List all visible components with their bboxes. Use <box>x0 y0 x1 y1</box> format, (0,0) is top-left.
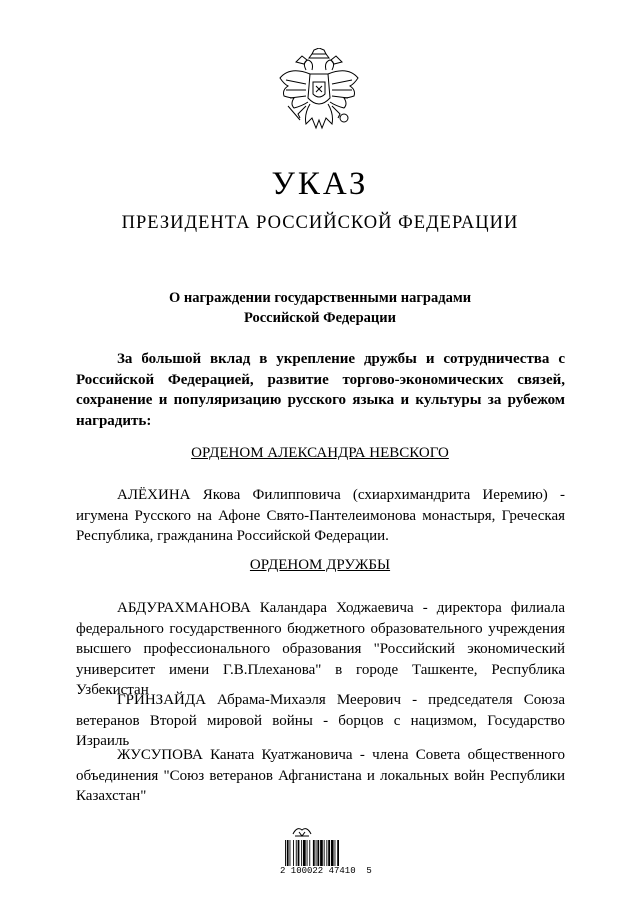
emblem-icon <box>291 824 313 838</box>
recipient-paragraph: ЖУСУПОВА Каната Куатжановича - члена Совета общественного объединения "Союз ветеранов Афганистана и локальных войн Республики Казахстан" <box>76 747 565 804</box>
recipient-paragraph: АБДУРАХМАНОВА Каландара Ходжаевича - директора филиала федерального государственного бюджетного образовательного учреждения высшего профессионального образования "Российский экономический университет имени Г.В.Плеханова" в городе Ташкенте, Республика Узбекистан <box>76 600 565 698</box>
recipient-paragraph: АЛЁХИНА Якова Филипповича (схиархимандрита Иеремию) - игумена Русского на Афоне Свято-Пантелеимонова монастыря, Греческая Республика, гражданина Российской Федерации. <box>76 487 565 544</box>
recipient-paragraph: ГРИНЗАЙДА Абрама-Михаэля Меерович - председателя Союза ветеранов Второй мировой войны - борцов с нацизмом, Государство Израиль <box>76 692 565 749</box>
order-alexander-nevsky-heading: ОРДЕНОМ АЛЕКСАНДРА НЕВСКОГО <box>191 445 449 461</box>
order-friendship-heading: ОРДЕНОМ ДРУЖБЫ <box>249 557 391 573</box>
decree-title: УКАЗ <box>271 166 369 202</box>
decree-subject <box>0 288 640 328</box>
preamble-paragraph: За большой вклад в укрепление дружбы и сотрудничества с Российской Федерацией, развитие торгово-экономических связей, сохранение и популяризацию русского языка и культуры за рубежом наградить: <box>76 351 565 429</box>
barcode-icon <box>285 840 363 866</box>
subject-line-1: О награждении государственными наградами <box>168 290 472 306</box>
state-emblem-icon <box>276 48 362 142</box>
subject-line-2: Российской Федерации <box>243 310 396 326</box>
decree-subtitle: ПРЕЗИДЕНТА РОССИЙСКОЙ ФЕДЕРАЦИИ <box>121 213 519 233</box>
barcode-number: 2 100022 47410 5 <box>280 866 372 876</box>
